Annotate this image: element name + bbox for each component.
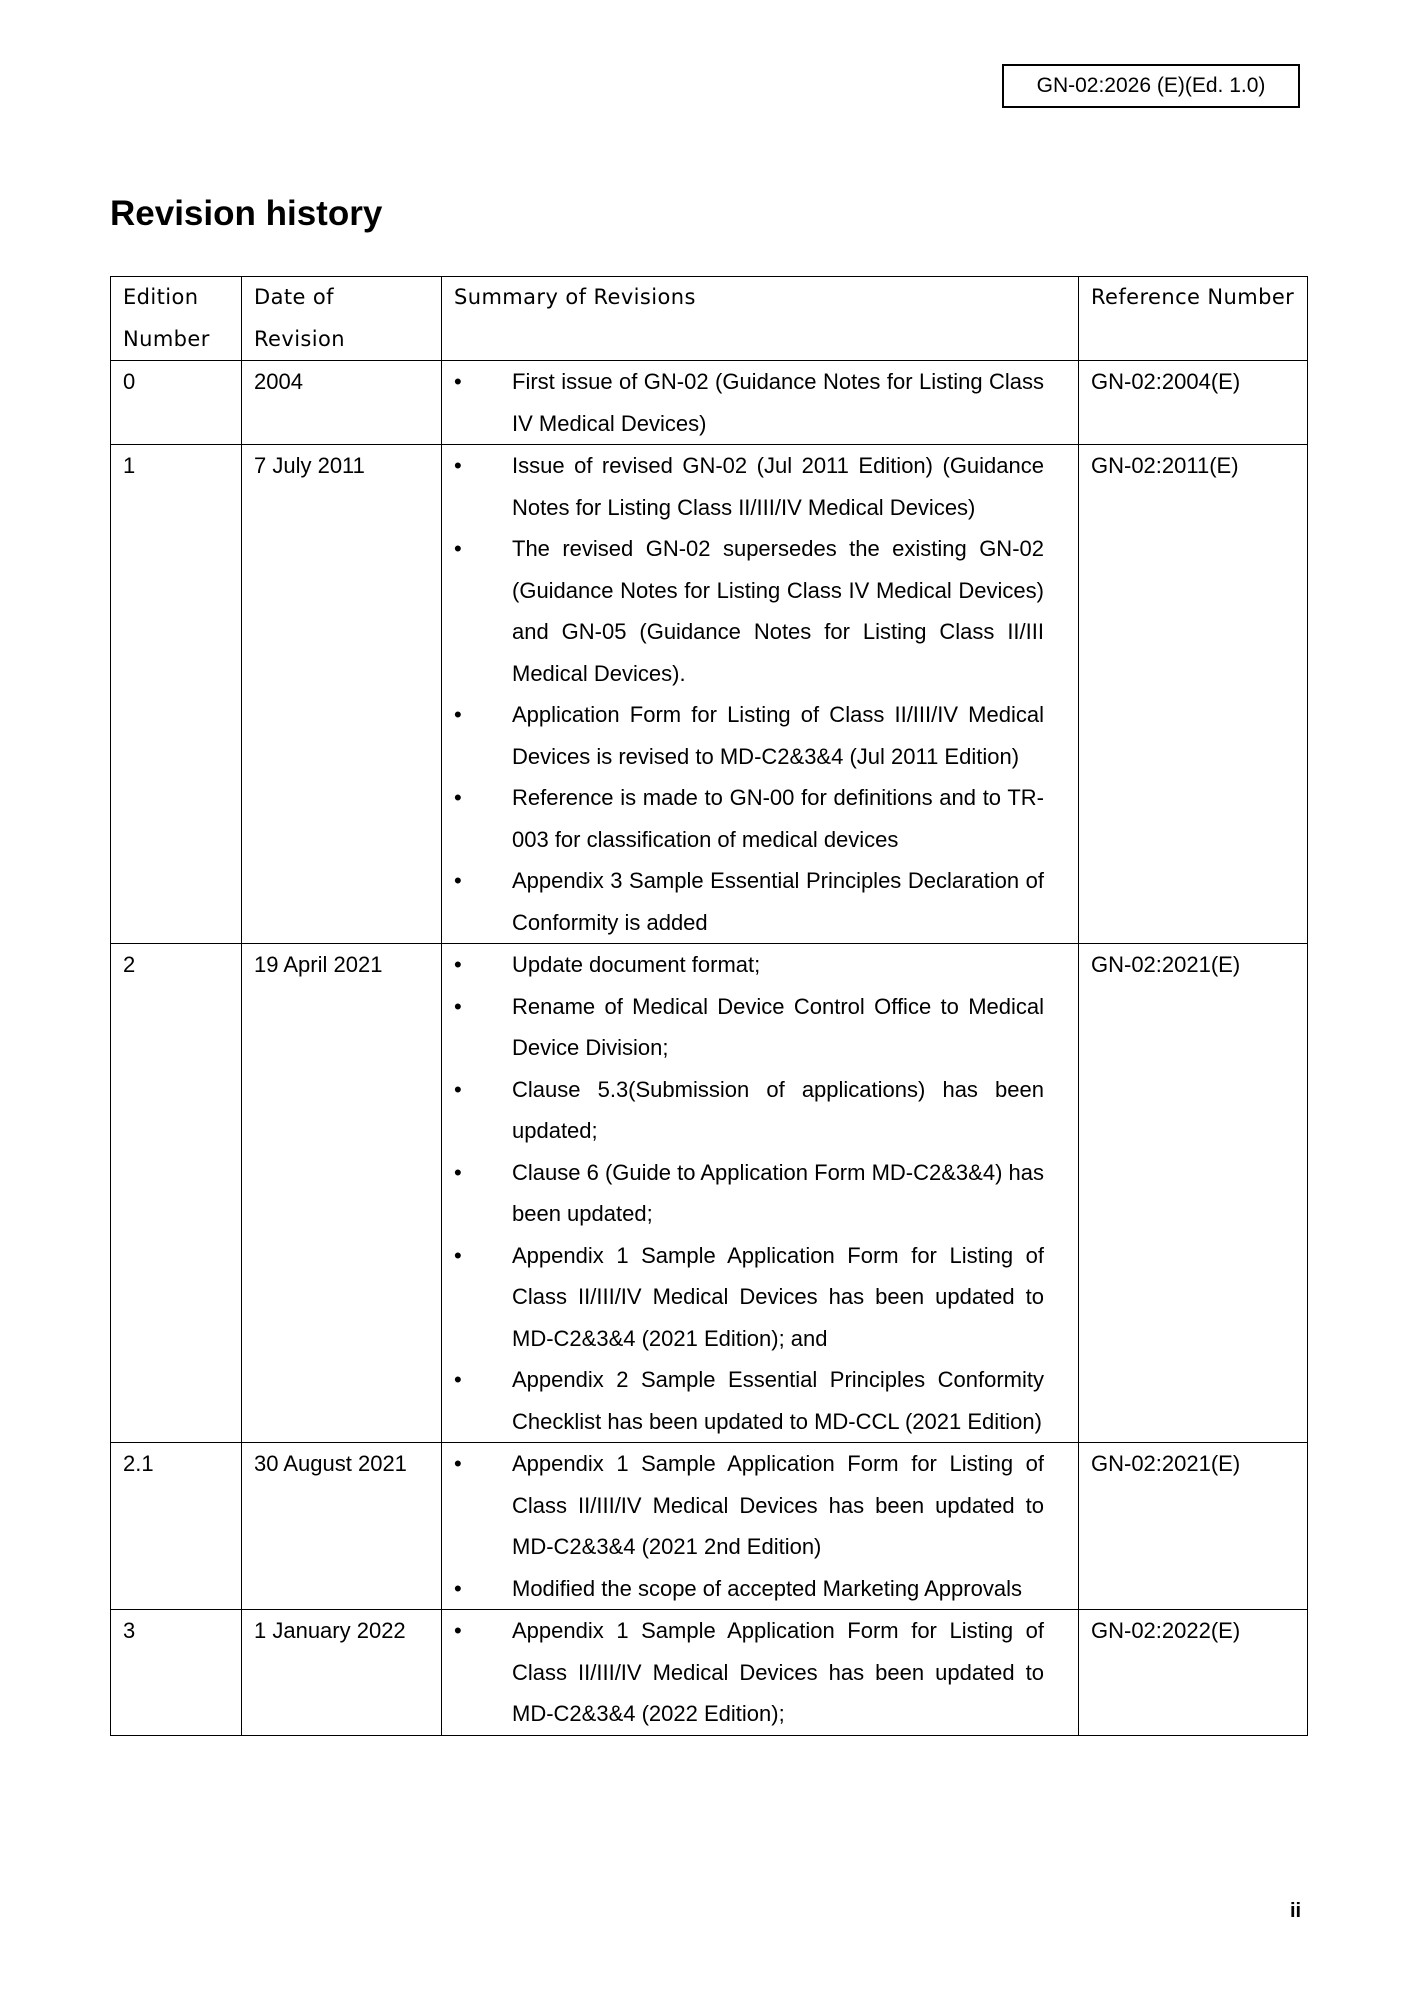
revision-summary-item: • Appendix 3 Sample Essential Principles Declaration of Conformity is added: [454, 860, 1066, 943]
revision-summary-cell: [442, 1443, 1079, 1610]
reference-number-cell: GN-02:2011(E): [1079, 445, 1308, 944]
revision-summary-list: [454, 1610, 1066, 1735]
revision-date-cell: 1 January 2022: [242, 1610, 442, 1736]
document-reference-box: [1002, 64, 1300, 108]
reference-number-cell: GN-02:2021(E): [1079, 944, 1308, 1443]
revision-summary-item: • Appendix 1 Sample Application Form for Listing of Class II/III/IV Medical Devices has been updated to MD-C2&3&4 (2021 Edition); and: [454, 1235, 1066, 1360]
revision-summary-item: • Appendix 1 Sample Application Form for Listing of Class II/III/IV Medical Devices has been updated to MD-C2&3&4 (2021 2nd Edition): [454, 1443, 1066, 1568]
page-title: Revision history: [110, 194, 383, 233]
revision-summary-item: • Application Form for Listing of Class II/III/IV Medical Devices is revised to MD-C2&3&4 (Jul 2011 Edition): [454, 694, 1066, 777]
revision-summary-item: • First issue of GN-02 (Guidance Notes for Listing Class IV Medical Devices): [454, 361, 1066, 444]
table-row: [111, 1443, 1308, 1610]
revision-summary-item: • The revised GN-02 supersedes the existing GN-02 (Guidance Notes for Listing Class IV Medical Devices) and GN-05 (Guidance Notes for Listing Class II/III Medical Devices).: [454, 528, 1066, 694]
edition-number-cell: 2: [111, 944, 242, 1443]
revision-summary-cell: [442, 445, 1079, 944]
header-edition-number: Edition Number: [111, 277, 242, 361]
revision-summary-list: [454, 1443, 1066, 1609]
revision-summary-item: • Reference is made to GN-00 for definitions and to TR-003 for classification of medical devices: [454, 777, 1066, 860]
page-number: ii: [1290, 1900, 1302, 1922]
edition-number-cell: 0: [111, 361, 242, 445]
table-row: [111, 944, 1308, 1443]
table-row: [111, 1610, 1308, 1736]
revision-summary-item: • Clause 5.3(Submission of applications) has been updated;: [454, 1069, 1066, 1152]
revision-summary-list: [454, 944, 1066, 1442]
edition-number-cell: 1: [111, 445, 242, 944]
revision-rows: [111, 361, 1308, 1736]
revision-summary-list: [454, 445, 1066, 943]
revision-summary-item: • Modified the scope of accepted Marketing Approvals: [454, 1568, 1066, 1610]
edition-number-cell: 3: [111, 1610, 242, 1736]
table-row: [111, 361, 1308, 445]
revision-date-cell: 19 April 2021: [242, 944, 442, 1443]
revision-summary-item: • Update document format;: [454, 944, 1066, 986]
revision-summary-cell: [442, 944, 1079, 1443]
revision-history-table: [110, 276, 1308, 1736]
reference-number-cell: GN-02:2004(E): [1079, 361, 1308, 445]
revision-date-cell: 30 August 2021: [242, 1443, 442, 1610]
revision-summary-item: • Appendix 1 Sample Application Form for Listing of Class II/III/IV Medical Devices has been updated to MD-C2&3&4 (2022 Edition);: [454, 1610, 1066, 1735]
revision-summary-cell: [442, 361, 1079, 445]
document-reference: GN-02:2026 (E)(Ed. 1.0): [1036, 74, 1266, 97]
revision-summary-item: • Issue of revised GN-02 (Jul 2011 Edition) (Guidance Notes for Listing Class II/III/IV Medical Devices): [454, 445, 1066, 528]
revision-summary-item: • Appendix 2 Sample Essential Principles Conformity Checklist has been updated to MD-CCL (2021 Edition): [454, 1359, 1066, 1442]
revision-summary-cell: [442, 1610, 1079, 1736]
table-header-row: [111, 277, 1308, 361]
edition-number-cell: 2.1: [111, 1443, 242, 1610]
revision-date-cell: 2004: [242, 361, 442, 445]
table-row: [111, 445, 1308, 944]
revision-summary-list: [454, 361, 1066, 444]
header-reference-number: Reference Number: [1079, 277, 1308, 361]
reference-number-cell: GN-02:2021(E): [1079, 1443, 1308, 1610]
revision-summary-item: • Rename of Medical Device Control Office to Medical Device Division;: [454, 986, 1066, 1069]
revision-summary-item: • Clause 6 (Guide to Application Form MD-C2&3&4) has been updated;: [454, 1152, 1066, 1235]
header-summary-of-revisions: Summary of Revisions: [442, 277, 1079, 361]
header-date-of-revision: Date of Revision: [242, 277, 442, 361]
reference-number-cell: GN-02:2022(E): [1079, 1610, 1308, 1736]
revision-date-cell: 7 July 2011: [242, 445, 442, 944]
